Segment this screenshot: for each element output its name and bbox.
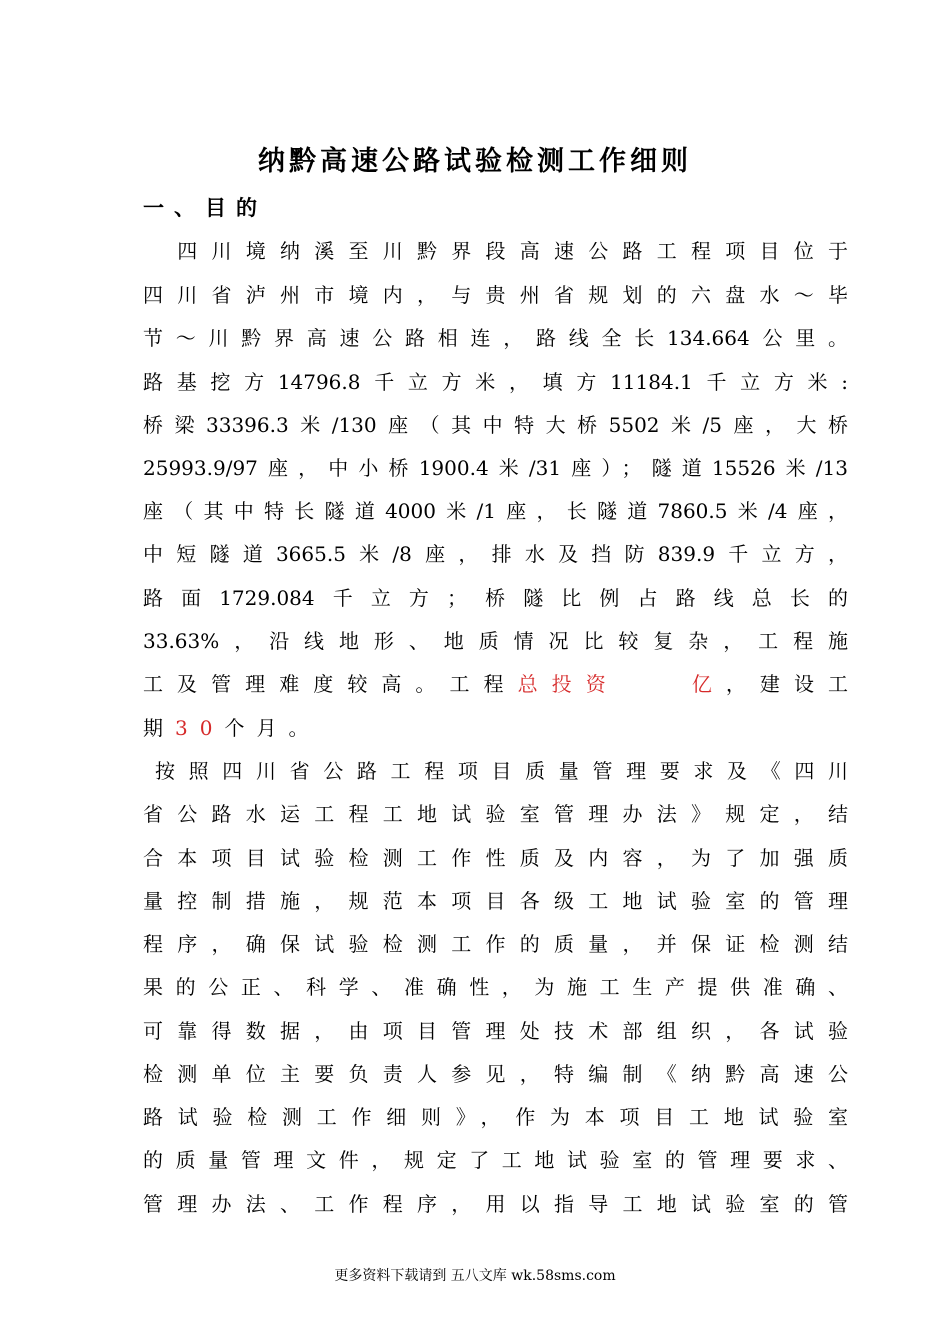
highlight-months: 30 bbox=[175, 716, 225, 740]
paragraph-line: 按照四川省公路工程项目质量管理要求及《四川 bbox=[155, 759, 848, 783]
paragraph-line: 中短隧道3665.5米/8座，排水及挡防839.9千立方， bbox=[143, 542, 848, 566]
paragraph-line: 管理办法、工作程序，用以指导工地试验室的管 bbox=[143, 1192, 848, 1216]
text-span: 个月。 bbox=[224, 716, 321, 740]
paragraph-line: 果的公正、科学、准确性，为施工生产提供准确、 bbox=[143, 975, 848, 999]
paragraph-line: 的质量管理文件，规定了工地试验室的管理要求、 bbox=[143, 1148, 848, 1172]
paragraph-line: 四川省泸州市境内，与贵州省规划的六盘水～毕 bbox=[143, 283, 848, 307]
highlight-total-investment: 总投资 bbox=[517, 672, 620, 696]
paragraph-line: 路面1729.084千立方；桥隧比例占路线总长的 bbox=[143, 586, 848, 610]
paragraph-line: 路基挖方14796.8千立方米，填方11184.1千立方米: bbox=[143, 370, 848, 394]
paragraph-line: 合本项目试验检测工作性质及内容，为了加强质 bbox=[143, 846, 848, 870]
paragraph-line: 25993.9/97座，中小桥1900.4米/31座）；隧道15526米/13 bbox=[143, 456, 848, 480]
paragraph-line: 省公路水运工程工地试验室管理办法》规定，结 bbox=[143, 802, 848, 826]
text-span: 工及管理难度较高。工程 bbox=[143, 672, 518, 696]
section-heading: 一、目的 bbox=[143, 195, 267, 220]
paragraph-line-investment bbox=[143, 668, 848, 700]
highlight-yi: 亿 bbox=[677, 672, 726, 696]
text-span: ，建设工 bbox=[725, 672, 849, 696]
paragraph-line: 检测单位主要负责人参见，特编制《纳黔高速公 bbox=[143, 1062, 848, 1086]
paragraph-line: 可靠得数据，由项目管理处技术部组织，各试验 bbox=[143, 1019, 848, 1043]
paragraph-line: 33.63%，沿线地形、地质情况比较复杂，工程施 bbox=[143, 629, 848, 653]
paragraph-line: 节～川黔界高速公路相连，路线全长134.664公里。 bbox=[143, 326, 848, 350]
paragraph-line: 程序，确保试验检测工作的质量，并保证检测结 bbox=[143, 932, 848, 956]
footer-download-note: 更多资料下载请到 五八文库 wk.58sms.com bbox=[334, 1268, 616, 1284]
paragraph-line: 四川境纳溪至川黔界段高速公路工程项目位于 bbox=[143, 239, 848, 263]
paragraph-line: 路试验检测工作细则》，作为本项目工地试验室 bbox=[143, 1105, 848, 1129]
paragraph-line: 座（其中特长隧道4000米/1座，长隧道7860.5米/4座， bbox=[143, 499, 848, 523]
paragraph-line: 量控制措施，规范本项目各级工地试验室的管理 bbox=[143, 889, 848, 913]
document-title: 纳黔高速公路试验检测工作细则 bbox=[258, 146, 692, 177]
text-span: 期 bbox=[143, 716, 175, 740]
paragraph-line: 桥梁33396.3米/130座（其中特大桥5502米/5座，大桥 bbox=[143, 413, 848, 437]
paragraph-line-duration bbox=[143, 712, 848, 744]
